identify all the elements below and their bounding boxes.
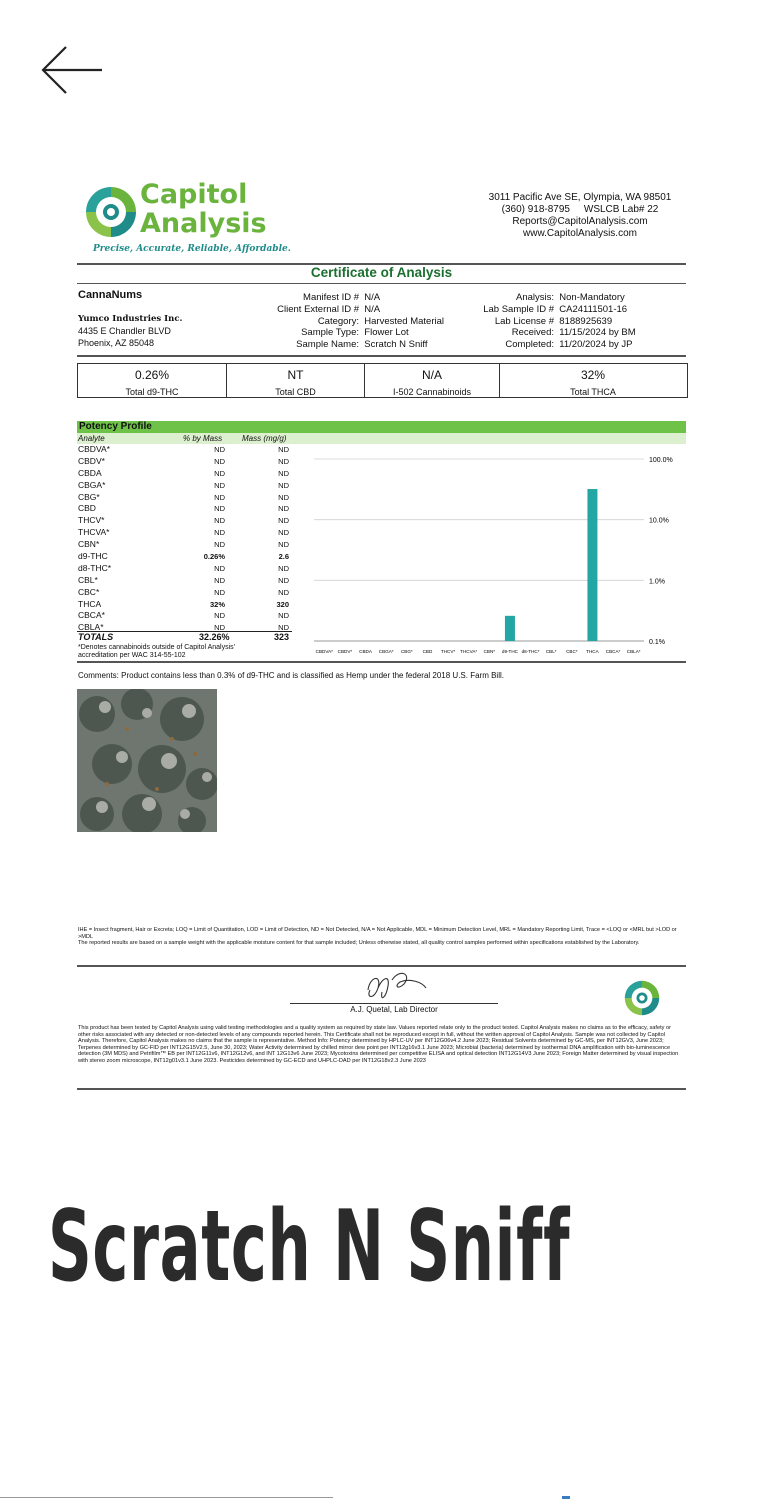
potency-title: Potency Profile xyxy=(79,421,152,432)
analyte-mass: ND xyxy=(278,468,289,478)
table-row xyxy=(78,575,293,587)
analyte-name: CBGA* xyxy=(78,479,106,490)
table-row xyxy=(78,599,293,611)
x-tick-label: CBDV* xyxy=(337,649,353,654)
analyte-pct: ND xyxy=(214,480,225,490)
column-header-pct: % by Mass xyxy=(183,434,223,443)
table-row xyxy=(78,456,293,468)
analyte-pct: ND xyxy=(214,468,225,478)
analyte-pct: ND xyxy=(214,492,225,502)
summary-total-d9-thc: 0.26% Total d9-THC xyxy=(78,364,227,397)
table-row xyxy=(78,444,293,456)
table-row xyxy=(78,527,293,539)
analyte-mass: ND xyxy=(278,563,289,573)
analyte-pct: ND xyxy=(214,516,225,526)
analyte-name: CBDA xyxy=(78,467,102,478)
page-indicator-line xyxy=(0,1497,333,1498)
bar-d9-thc xyxy=(505,616,515,641)
analyte-mass: ND xyxy=(278,587,289,597)
analyte-pct: ND xyxy=(214,456,225,466)
client-name: CannaNums xyxy=(78,289,143,301)
totals-row: TOTALS 32.26% 323 xyxy=(77,631,292,632)
x-tick-label: CBC* xyxy=(566,649,578,654)
table-row xyxy=(78,587,293,599)
divider xyxy=(77,661,686,663)
analyte-pct: ND xyxy=(214,611,225,621)
divider xyxy=(77,283,686,284)
product-name-heading: Scratch N Sniff xyxy=(48,1190,571,1304)
table-row xyxy=(78,539,293,551)
analyte-mass: ND xyxy=(278,504,289,514)
analyte-name: CBCA* xyxy=(78,610,105,621)
analyte-name: THCV* xyxy=(78,515,105,526)
x-tick-label: THCV* xyxy=(440,649,456,654)
summary-i502-cannabinoids: N/A I-502 Cannabinoids xyxy=(365,364,500,397)
y-tick-label: 1.0% xyxy=(649,578,665,586)
analyte-name: THCA xyxy=(78,598,102,609)
page-indicator-dot xyxy=(562,1496,570,1499)
analyte-mass: ND xyxy=(278,480,289,490)
table-row xyxy=(78,563,293,575)
analyte-mass: ND xyxy=(278,575,289,585)
sample-meta-middle: Manifest ID # N/A Client External ID # N/A Category: Harvested Material Sample Type: Flower Lot Sample Name: Scratch N Sniff xyxy=(277,292,445,351)
x-tick-label: CBG* xyxy=(400,649,413,654)
x-tick-label: CBL* xyxy=(545,649,557,654)
lab-tagline: Precise, Accurate, Reliable, Affordable. xyxy=(93,244,291,254)
potency-table xyxy=(78,444,293,634)
analyte-pct: ND xyxy=(214,528,225,538)
table-row xyxy=(78,515,293,527)
analyte-name: CBG* xyxy=(78,491,100,502)
x-tick-label: CBD xyxy=(422,649,433,654)
summary-box xyxy=(77,363,688,398)
analyte-mass: 320 xyxy=(276,599,289,609)
analyte-mass: ND xyxy=(278,445,289,454)
summary-total-cbd: NT Total CBD xyxy=(227,364,365,397)
back-button[interactable] xyxy=(40,44,104,96)
x-tick-label: d9-THC xyxy=(501,649,518,654)
analyte-name: d8-THC* xyxy=(78,562,112,573)
comments: Comments: Product contains less than 0.3% of d9-THC and is classified as Hemp under the federal 2018 U.S. Farm Bill. xyxy=(78,671,504,680)
y-tick-label: 0.1% xyxy=(649,639,665,646)
x-tick-label: CBGA* xyxy=(378,649,394,654)
y-tick-label: 10.0% xyxy=(649,517,669,525)
analyte-mass: ND xyxy=(278,456,289,466)
x-tick-label: CBDA xyxy=(359,649,372,654)
x-tick-label: THCA xyxy=(586,649,599,654)
analyte-name: d9-THC xyxy=(78,551,108,562)
analyte-pct: ND xyxy=(214,563,225,573)
divider xyxy=(77,355,686,357)
analyte-mass: ND xyxy=(278,540,289,550)
analyte-mass: ND xyxy=(278,611,289,621)
analyte-mass: ND xyxy=(278,516,289,526)
potency-header-bar xyxy=(77,421,686,433)
table-row xyxy=(78,468,293,480)
y-tick-label: 100.0% xyxy=(649,457,673,464)
analyte-name: CBLA* xyxy=(78,622,104,633)
analyte-mass: ND xyxy=(278,528,289,538)
divider xyxy=(77,1088,686,1090)
table-row xyxy=(78,503,293,515)
x-tick-label: CBLA* xyxy=(626,649,641,654)
sample-meta-right: Analysis: Non-Mandatory Lab Sample ID # CA24111501-16 Lab License # 8188925639 Received: 11/15/2024 by BM Completed: 11/20/2024 by JP xyxy=(483,292,636,351)
abbreviations-legend: IHE = Insect fragment, Hair or Excreta; LOQ = Limit of Quantitation, LOD = Limit of Detection, ND = Not Detected, N/A = Not Applicable, MDL = Minimum Detection Level, MRL = Mandatory Reporting Limit, Trace = <LOQ or <MRL but >LOD or >MDL The reported results are based on a sample weight with the applicable moisture content for that sample included; Unless otherwise stated, all quality control samples performed within specifications established by the Laboratory. xyxy=(78,927,677,947)
analyte-pct: 0.26% xyxy=(203,552,225,562)
analyte-name: CBL* xyxy=(78,574,98,585)
capitol-analysis-seal-icon xyxy=(622,978,662,1018)
arrow-left-icon xyxy=(40,44,104,96)
analyte-pct: ND xyxy=(214,504,225,514)
analyte-pct: ND xyxy=(214,445,225,454)
x-tick-label: CBDVA* xyxy=(315,649,333,654)
analyte-pct: ND xyxy=(214,575,225,585)
column-header-analyte: Analyte xyxy=(78,434,105,443)
lab-name: Capitol Analysis xyxy=(140,179,267,239)
capitol-analysis-logo-icon xyxy=(82,183,140,241)
analyte-name: CBN* xyxy=(78,539,100,550)
column-header-mass: Mass (mg/g) xyxy=(242,434,287,443)
table-row xyxy=(78,492,293,504)
client-address: Yumco Industries Inc. 4435 E Chandler BLVD Phoenix, AZ 85048 xyxy=(78,314,183,348)
potency-column-header-bar xyxy=(77,433,686,444)
table-row xyxy=(78,480,293,492)
table-row xyxy=(78,551,293,563)
analyte-pct: ND xyxy=(214,623,225,633)
analyte-name: CBC* xyxy=(78,586,100,597)
analyte-pct: ND xyxy=(214,587,225,597)
signature-image xyxy=(360,968,430,1004)
analyte-mass: 2.6 xyxy=(278,552,289,562)
divider xyxy=(77,965,686,967)
signature-line xyxy=(290,1003,498,1004)
x-tick-label: THCVA* xyxy=(460,649,478,654)
bar-thca xyxy=(587,489,597,641)
analyte-name: CBDV* xyxy=(78,455,105,466)
testing-disclaimer: This product has been tested by Capitol Analysis using valid testing methodologies and a quality system as required by state law. Values reported relate only to the product tested. Capitol Analysis makes no claims as to the efficacy, safety or other risks associated with any detected or non-detected levels of any compounds reported herein. This Certificate shall not be reproduced except in full, without the written approval of Capitol Analysis. Sample was not collected by Capitol Analysis. Therefore, Capitol Analysis makes no claims that the sample is representative. Method Info: Potency determined by HPLC-UV per INT12G06v4.2 June 2023; Residual Solvents determined by GC-MS, per INT12GV3, June 2023; Terpenes determined by GC-FID per INT12G15V2.5, June 30, 2023; Water Activity determined by chilled mirror dew point per INT12g16v3.1 June 2023; Microbial (bacteria) determined by isothermal DNA amplification with bio-luminescence detection (3M MDS) and Petrifilm™ EB per INT12G11v6, INT12G12v6, and INT 12G13v6 June 2023; Mycotoxins determined per competitive ELISA and optical detection INT12G14V3 June 2023; Foreign Matter determined by visual inspection with stereo zoom microscope, INT12g01v3.1 June 2023. Pesticides determined by GC-ECD and UHPLC-DAD per INT12G18v2.3 June 2023 xyxy=(78,1025,679,1064)
x-tick-label: CBCA* xyxy=(605,649,621,654)
x-tick-label: CBN* xyxy=(483,649,496,654)
analyte-mass: ND xyxy=(278,492,289,502)
x-tick-label: d8-THC* xyxy=(521,649,540,654)
lab-contact: 3011 Pacific Ave SE, Olympia, WA 98501 (360) 918-8795 WSLCB Lab# 22 Reports@CapitolAnalysis.com www.CapitolAnalysis.com xyxy=(488,192,672,239)
analyte-pct: ND xyxy=(214,540,225,550)
table-row xyxy=(78,610,293,622)
analyte-mass: ND xyxy=(278,623,289,633)
flower-bud-photo xyxy=(77,689,217,832)
potency-chart xyxy=(300,448,686,658)
summary-total-thca: 32% Total THCA xyxy=(570,368,616,397)
analyte-name: CBD xyxy=(78,503,96,514)
analyte-pct: 32% xyxy=(209,599,225,609)
signatory-name: A.J. Quetal, Lab Director xyxy=(350,1005,438,1014)
certificate-title: Certificate of Analysis xyxy=(310,265,453,280)
accreditation-footnote: *Denotes cannabinoids outside of Capitol Analysis' accreditation per WAC 314-55-102 xyxy=(78,644,235,659)
analyte-name: THCVA* xyxy=(78,527,110,538)
analyte-name: CBDVA* xyxy=(78,444,110,454)
